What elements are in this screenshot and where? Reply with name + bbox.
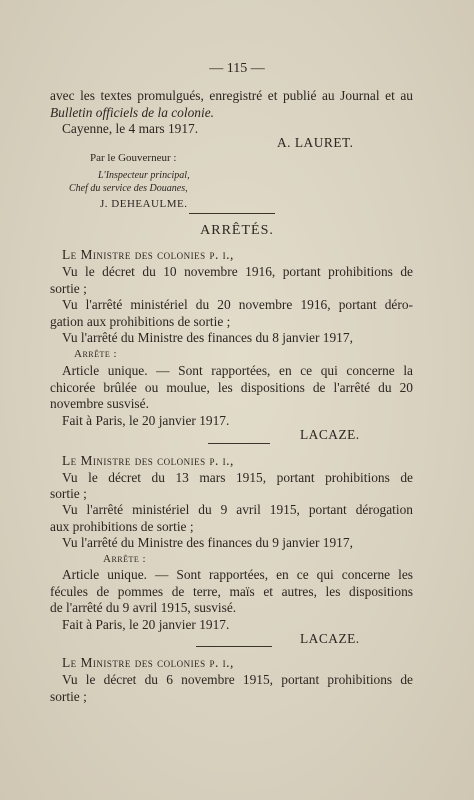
intro-signer: A. LAURET. bbox=[277, 135, 354, 150]
intro-par-le: Par le Gouverneur : bbox=[90, 152, 177, 164]
arrete2-vu2-a: Vu l'arrêté ministériel du 9 avril 1915, portant dérogation bbox=[62, 502, 413, 517]
arrete1-vu3: Vu l'arrêté du Ministre des finances du 8 janvier 1917, bbox=[62, 330, 353, 345]
arrete2-article-a: Article unique. — Sont rapportées, en ce qui concerne les bbox=[62, 567, 413, 582]
section-title: ARRÊTÉS. bbox=[200, 223, 274, 238]
arrete2-article-b: fécules de pommes de terre, maïs et autres, les dispositions bbox=[50, 584, 413, 599]
intro-inspecteur: L'Inspecteur principal, bbox=[98, 170, 190, 181]
intro-chef: Chef du service des Douanes, bbox=[69, 183, 188, 194]
arrete1-fait: Fait à Paris, le 20 janvier 1917. bbox=[62, 413, 230, 428]
arrete2-vu2-b: aux prohibitions de sortie ; bbox=[50, 519, 194, 534]
intro-line-2: Bulletin officiels de la colonie. bbox=[50, 105, 214, 120]
arrete1-signer: LACAZE. bbox=[300, 427, 360, 442]
arrete2-fait: Fait à Paris, le 20 janvier 1917. bbox=[62, 617, 230, 632]
arrete2-vu3: Vu l'arrêté du Ministre des finances du 9 janvier 1917, bbox=[62, 535, 353, 550]
arrete1-article-a: Article unique. — Sont rapportées, en ce qui concerne la bbox=[62, 363, 413, 378]
arrete2-signer: LACAZE. bbox=[300, 631, 360, 646]
arrete1-arrete-label: Arrête : bbox=[74, 348, 118, 360]
arrete1-vu2-b: gation aux prohibitions de sortie ; bbox=[50, 314, 231, 329]
arrete2-vu1-b: sortie ; bbox=[50, 486, 87, 501]
intro-date-place: Cayenne, le 4 mars 1917. bbox=[62, 121, 199, 136]
arrete2-article-c: de l'arrêté du 9 avril 1915, susvisé. bbox=[50, 600, 237, 615]
separator-rule-2 bbox=[208, 443, 270, 444]
arrete3-vu1-a: Vu le décret du 6 novembre 1915, portant prohibitions de bbox=[62, 672, 413, 687]
page-number: — 115 — bbox=[209, 61, 265, 76]
arrete1-vu1-b: sortie ; bbox=[50, 281, 87, 296]
arrete1-vu2-a: Vu l'arrêté ministériel du 20 novembre 1916, portant déro- bbox=[62, 297, 413, 312]
arrete1-vu1-a: Vu le décret du 10 novembre 1916, portant prohibitions de bbox=[62, 264, 413, 279]
separator-rule-3 bbox=[196, 646, 272, 647]
arrete2-vu1-a: Vu le décret du 13 mars 1915, portant prohibitions de bbox=[62, 470, 413, 485]
separator-rule bbox=[189, 213, 275, 214]
intro-line-1: avec les textes promulgués, enregistré et publié au Journal et au bbox=[50, 88, 413, 103]
arrete3-vu1-b: sortie ; bbox=[50, 689, 87, 704]
arrete2-arrete-label: Arrête : bbox=[103, 553, 147, 565]
arrete3-ministre: Le Ministre des colonies p. i., bbox=[62, 655, 234, 670]
arrete1-article-c: novembre susvisé. bbox=[50, 396, 149, 411]
intro-signer-2: J. DEHEAULME. bbox=[100, 198, 188, 210]
arrete1-ministre: Le Ministre des colonies p. i., bbox=[62, 247, 234, 262]
arrete2-ministre: Le Ministre des colonies p. i., bbox=[62, 453, 234, 468]
arrete1-article-b: chicorée brûlée ou moulue, les dispositions de l'arrêté du 20 bbox=[50, 380, 413, 395]
